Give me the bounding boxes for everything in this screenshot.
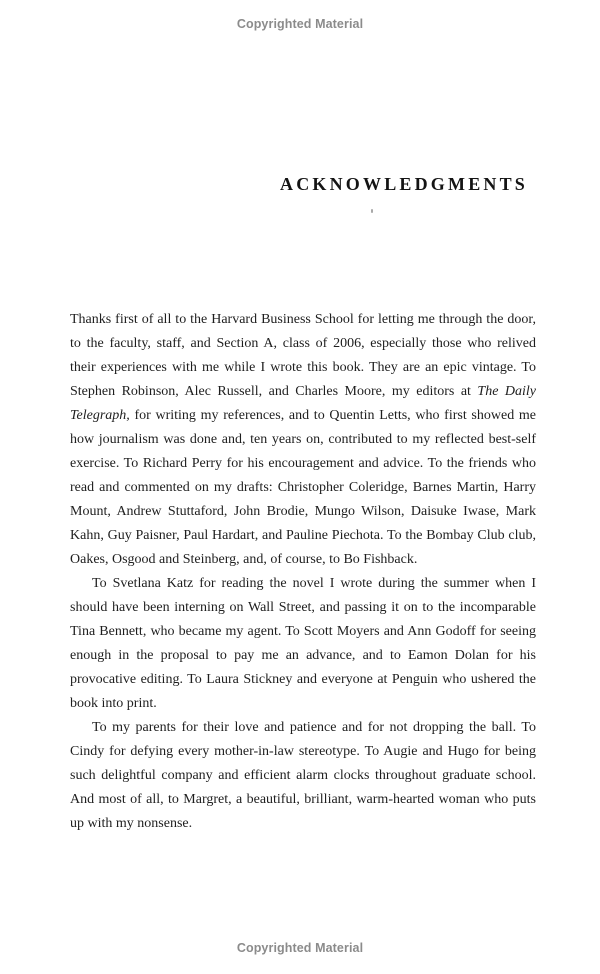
copyright-notice-top: Copyrighted Material (236, 17, 364, 31)
paragraph-3: To my parents for their love and patience and for not dropping the ball. To Cindy for defying every mother-in-law stereotype. To Augie and Hugo for being such delightful company and efficient alarm clocks throughout graduate school. And most of all, to Margret, a beautiful, brilliant, warm-hearted woman who puts up with my nonsense. (70, 720, 536, 831)
copyright-notice-bottom: Copyrighted Material (236, 941, 364, 955)
paragraph-1-text-after-italic: for writing my references, and to Quentin Letts, who first showed me how journalism was done and, ten years on, contributed to my reflected best-self exercise. To Richard Perry for his encouragement and advice. To the friends who read and commented on my drafts: Christopher Coleridge, Barnes Martin, Harry Mount, Andrew Stuttaford, John Brodie, Mungo Wilson, Daisuke Iwase, Mark Kahn, Guy Paisner, Paul Hardart, and Pauline Piechota. To the Bombay Club club, Oakes, Osgood and Steinberg, and, of course, to Bo Fishback. (70, 408, 536, 567)
book-title-italic: The Daily Telegraph, (70, 384, 536, 423)
body-text (70, 308, 536, 836)
paragraph-1-text-before-italic: Thanks first of all to the Harvard Business School for letting me through the door, to the faculty, staff, and Section A, class of 2006, especially those who relived their experiences with me while I wrote this book. They are an epic vintage. To Stephen Robinson, Alec Russell, and Charles Moore, my editors at (70, 312, 536, 399)
paragraph-2: To Svetlana Katz for reading the novel I wrote during the summer when I should have been interning on Wall Street, and passing it on to the incomparable Tina Bennett, who became my agent. To Scott Moyers and Ann Godoff for seeing enough in the proposal to pay me an advance, and to Eamon Dolan for his provocative editing. To Laura Stickney and everyone at Penguin who ushered the book into print. (70, 576, 536, 711)
ink-speck (371, 209, 373, 213)
page-title: ACKNOWLEDGMENTS (280, 174, 529, 194)
paragraph-1 (70, 308, 536, 572)
